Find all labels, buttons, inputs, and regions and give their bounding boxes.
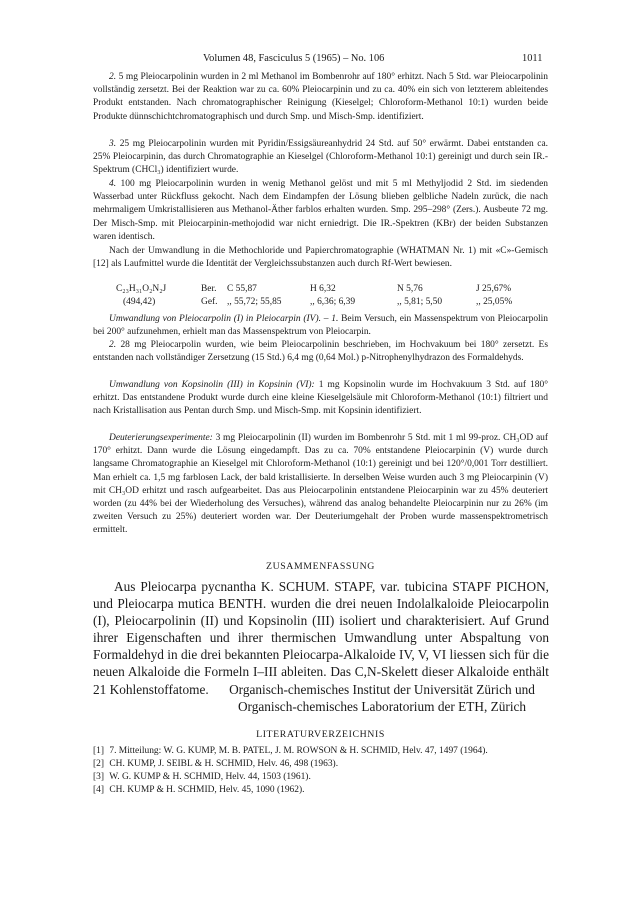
reference-1: [1] 7. Mitteilung: W. G. KUMP, M. B. PATEL, J. M. ROWSON & H. SCHMID, Helv. 47, 1497 (1964). bbox=[93, 746, 488, 756]
analysis-calc-h: H 6,32 bbox=[310, 284, 336, 294]
analysis-calc-j: J 25,67% bbox=[476, 284, 512, 294]
analysis-calc-n: N 5,76 bbox=[397, 284, 423, 294]
page-number: 1011 bbox=[522, 53, 543, 64]
analysis-calc-c: C 55,87 bbox=[227, 284, 257, 294]
paragraph-methochloride: Nach der Umwandlung in die Methochloride und Papierchromatographie (WHATMAN Nr. 1) mit «C»-Gemisch [12] als Laufmittel wurde die Identität der Vergleichssubstanzen auch durch Rf-Wert bewiesen. bbox=[93, 246, 548, 270]
institute-line-1: Organisch-chemisches Institut der Universität Zürich und bbox=[229, 682, 535, 697]
institute-line-2: Organisch-chemisches Laboratorium der ETH, Zürich bbox=[237, 699, 527, 714]
analysis-found-n: ,, 5,81; 5,50 bbox=[397, 297, 443, 307]
reference-4: [4] CH. KUMP & H. SCHMID, Helv. 45, 1090 (1962). bbox=[93, 785, 305, 795]
running-header: Volumen 48, Fasciculus 5 (1965) – No. 106 bbox=[203, 53, 385, 64]
analysis-formula: C₂₃H₃₁O₂N₂J bbox=[116, 284, 167, 294]
paragraph-deuterium: Deuterierungsexperimente: 3 mg Pleiocarpolinin (II) wurden im Bombenrohr 5 Std. mit 1 ml 99-proz. CH₃OD auf 170° erhitzt. Dann wurde die Lösung eingedampft. Das zu ca. 70% entstandene Pleiocarpinin (V) wurde durch langsame Chromatographie an Kieselgel mit Chloroform-Methanol (10:1) gereinigt und bei 120°/0,001 Torr destilliert. Man erhielt ca. 1,5 mg farblosen Lack, der bald kristallisierte. In derselben Weise wurden auch 3 mg Pleiocarpinin (V) mit CH₃OD erhitzt und rasch aufgearbeitet. Das aus Pleiocarpolinin entstandene Pleiocarpinin war zu 45% deuteriert worden (zu 44% bei der Wiederholung des Versuches), während das analog behandelte Pleiocarpinin nur zu 26% (im zweiten Versuch zu 25%) deuteriert worden war. Der Deuteriumgehalt der Proben wurde massenspektrometrisch ermittelt. bbox=[93, 433, 549, 536]
summary-heading: ZUSAMMENFASSUNG bbox=[266, 561, 375, 572]
analysis-calc-label: Ber. bbox=[201, 284, 217, 294]
analysis-found-h: ,, 6,36; 6,39 bbox=[310, 297, 356, 307]
paragraph-pleiocarpolin-conversion: Umwandlung von Pleiocarpolin (I) in Pleiocarpin (IV). – 1. Beim Versuch, ein Massenspektrum von Pleiocarpolin bei 200° aufzunehmen, erhielt man das Massenspektrum von Pleiocarpin. bbox=[93, 314, 548, 338]
analysis-found-j: ,, 25,05% bbox=[476, 297, 513, 307]
paragraph-4: 4. 100 mg Pleiocarpolinin wurden in wenig Methanol gelöst und mit 5 ml Methyljodid 2 Std. im siedenden Wasserbad unter Rückfluss gekocht. Nach dem Eindampfen der Lösung blieben gelbliche Nadeln zurück, die nach mehrmaligem Umkristallisieren aus Methanol-Äther farblos erhalten wurden. Smp. 295–298° (Zers.). Ausbeute 72 mg. Der Misch-Smp. mit Pleiocarpinin-methojodid war nicht erniedrigt. Die IR.-Spektren (KBr) der beiden Substanzen waren identisch. bbox=[93, 179, 548, 242]
paragraph-3: 3. 25 mg Pleiocarpolinin wurden mit Pyridin/Essigsäureanhydrid 24 Std. auf 50° erwärmt. Dabei entstanden ca. 25% Pleiocarpinin, das durch Chromatographie an Kieselgel (Chloroform-Methanol 10:1) gereinigt und durch sein IR.-Spektrum (CHCl₃) identifiziert wurde. bbox=[93, 139, 549, 176]
paragraph-kopsinolin: Umwandlung von Kopsinolin (III) in Kopsinin (VI): 1 mg Kopsinolin wurde im Hochvakuum 3 Std. auf 180° erhitzt. Das entstandene Produkt wurde durch eine kleine Kieselgelsäule mit Chloroform-Methanol (10:1) filtriert und nach Kristallisation aus Pentan durch Smp. und Misch-Smp. mit Kopsinin identifiziert. bbox=[93, 380, 548, 417]
analysis-found-label: Gef. bbox=[201, 297, 218, 307]
summary-text: Aus Pleiocarpa pycnantha K. SCHUM. STAPF, var. tubicina STAPF PICHON, und Pleiocarpa mutica BENTH. wurden die drei neuen Indolalkaloide Pleiocarpolin (I), Pleiocarpolinin (II) und Kopsinolin (III) isoliert und charakterisiert. Auf Grund ihrer Eigenschaften und ihrer thermischen Umwandlung unter Abspaltung von Formaldehyd in die drei bekannten Pleiocarpa-Alkaloide IV, V, VI liessen sich für die neuen Alkaloide die Formeln I–III ableiten. Das C,N-Skelett dieser Alkaloide enthält 21 Kohlenstoffatome. bbox=[93, 579, 549, 697]
paragraph-pleiocarpolin-2: 2. 28 mg Pleiocarpolin wurden, wie beim Pleiocarpolinin beschrieben, im Hochvakuum bei 180° zersetzt. Es entstanden nach vollständiger Zersetzung (15 Std.) 6,4 mg (0,64 Mol.) p-Nitrophenylhydrazon des Formaldehyds. bbox=[93, 340, 548, 364]
paragraph-2: 2. 5 mg Pleiocarpolinin wurden in 2 ml Methanol im Bombenrohr auf 180° erhitzt. Nach 5 Std. war Pleiocarpolinin vollständig zersetzt. Bei der Reaktion war zu ca. 60% Pleiocarpinin und zu ca. 40% ein sich von letzterem ableitendes Produkt entstanden. Nach chromatographischer Reinigung (Kieselgel; Chloroform-Methanol 10:1) wurden beide Produkte dünnschichtchromatographisch und durch Smp. und Misch-Smp. identifiziert. bbox=[93, 72, 549, 122]
reference-2: [2] CH. KUMP, J. SEIBL & H. SCHMID, Helv. 46, 498 (1963). bbox=[93, 759, 339, 769]
analysis-found-c: ,, 55,72; 55,85 bbox=[227, 297, 282, 307]
analysis-mw: (494,42) bbox=[123, 297, 156, 307]
reference-3: [3] W. G. KUMP & H. SCHMID, Helv. 44, 1503 (1961). bbox=[93, 772, 311, 782]
references-heading: LITERATURVERZEICHNIS bbox=[256, 729, 385, 740]
